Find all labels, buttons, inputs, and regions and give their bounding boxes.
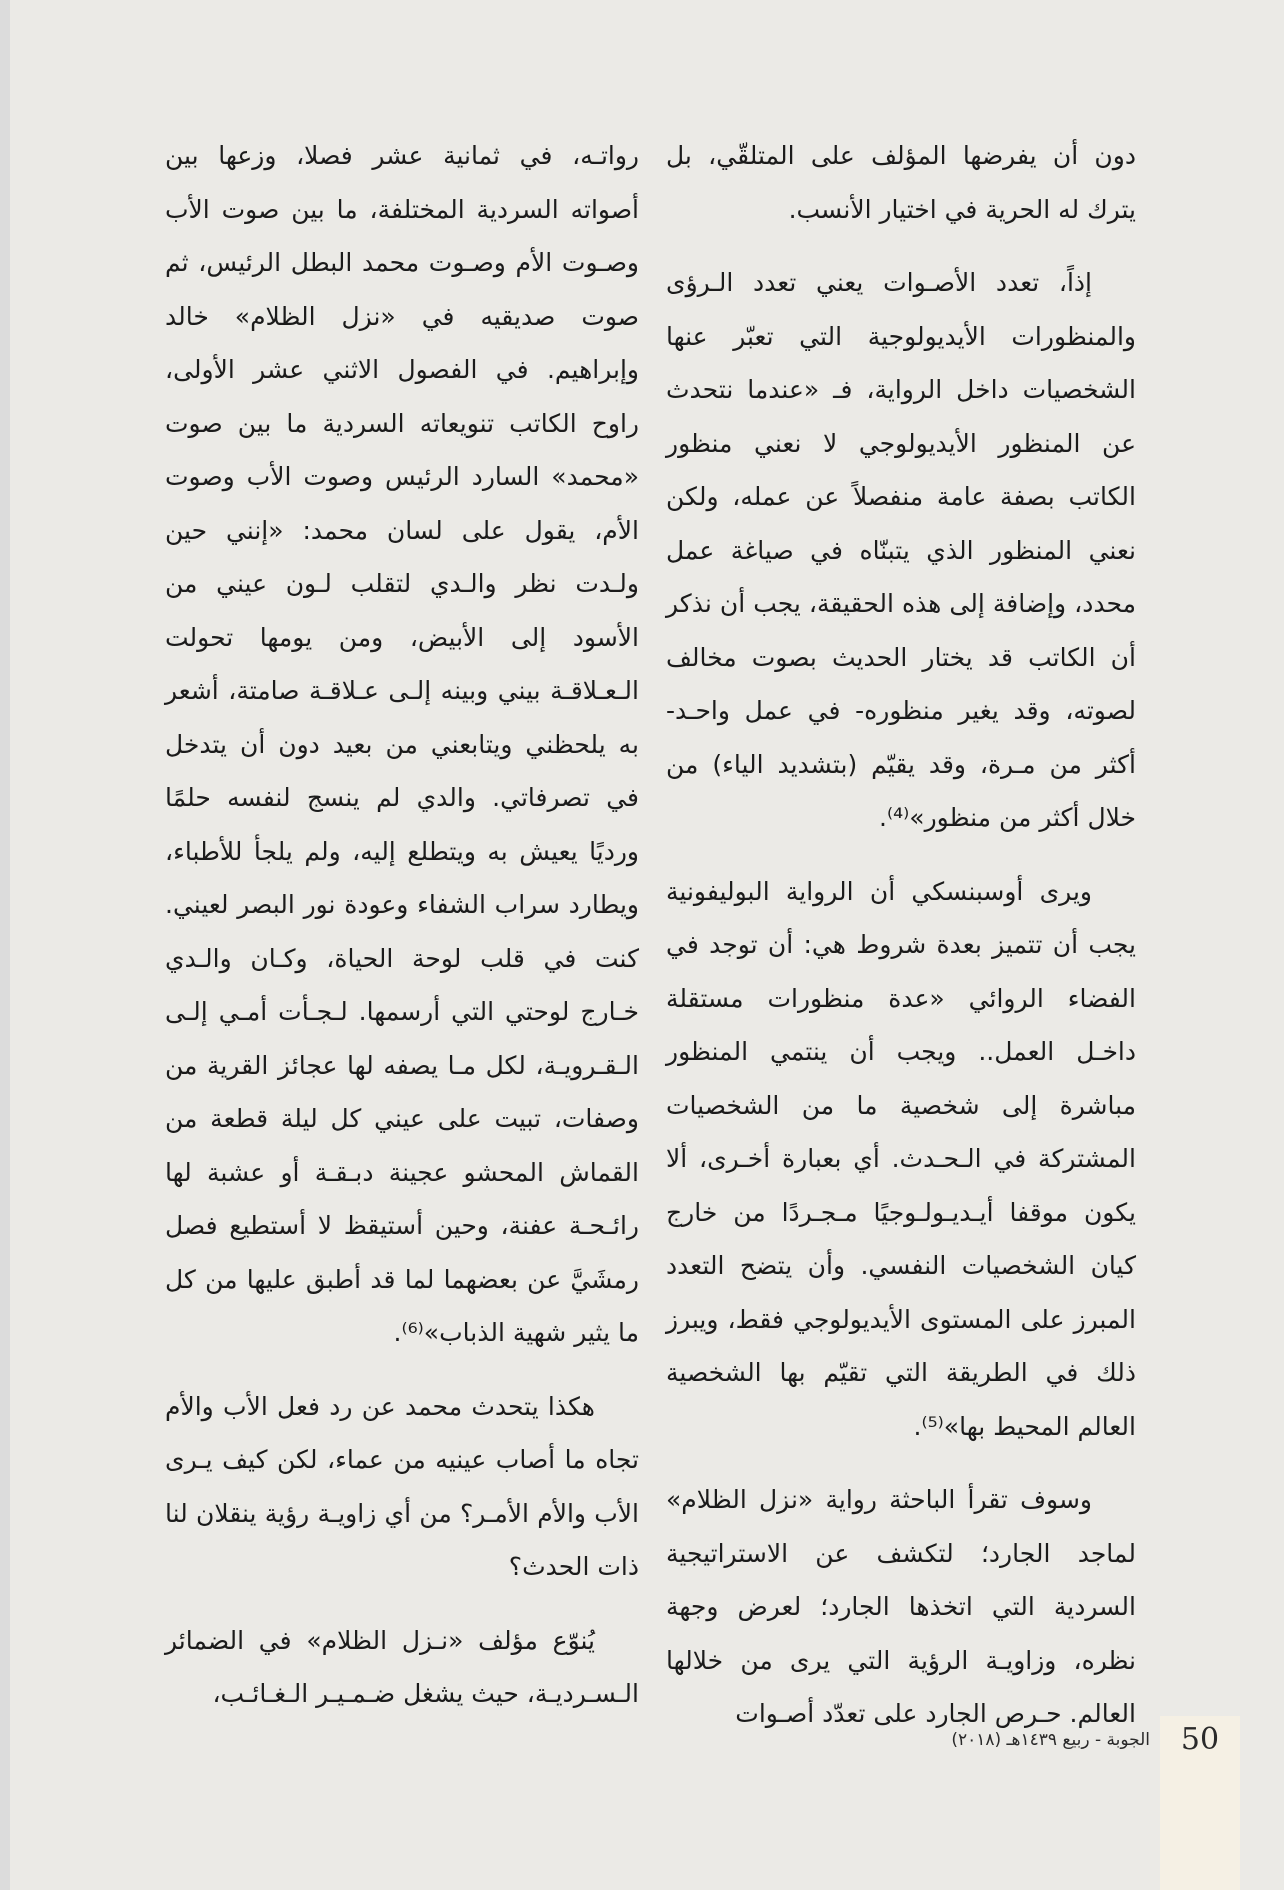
paragraph: وسوف تقرأ الباحثة رواية «نزل الظلام» لماجد الجارد؛ لتكشف عن الاستراتيجية السردية التي اتخذها الجارد؛ لعرض وجهة نظره، وزاويـة الرؤية التي يرى من خلالها العالم. حـرص الجارد على تعدّد أصـوات (666, 1485, 1136, 1728)
paragraph: يُنوّع مؤلف «نـزل الظلام» في الضمائر الـسـرديـة، حيث يشغل ضـمـيـر الـغـائـب، (165, 1625, 639, 1708)
paragraph: هكذا يتحدث محمد عن رد فعل الأب والأم تجاه ما أصاب عينيه من عماء، لكن كيف يـرى الأب والأم الأمـر؟ من أي زاويـة رؤية ينقلان لنا ذات الحدث؟ (165, 1391, 639, 1581)
paragraph: دون أن يفرضها المؤلف على المتلقّي، بل يترك له الحرية في اختيار الأنسب. (666, 141, 1136, 224)
magazine-page (10, 0, 1284, 1890)
page-number: 50 (1180, 1722, 1220, 1757)
right-text-column (666, 129, 1136, 1761)
paragraph: إذاً، تعدد الأصـوات يعني تعدد الـرؤى والمنظورات الأيديولوجية التي تعبّر عنها الشخصيات داخل الرواية، فـ «عندما نتحدث عن المنظور الأيديولوجي لا نعني منظور الكاتب بصفة عامة منفصلاً عن عمله، ولكن نعني المنظور الذي يتبنّاه في صياغة عمل محدد، وإضافة إلى هذه الحقيقة، يجب أن نذكر أن الكاتب قد يختار الحديث بصوت مخالف لصوته، وقد يغير منظوره- في عمل واحـد- أكثر من مـرة، وقد يقيّم (بتشديد الياء) من خلال أكثر من منظور»⁽⁴⁾. (666, 268, 1136, 832)
paragraph: رواتـه، في ثمانية عشر فصلا، وزعها بين أصواته السردية المختلفة، ما بين صوت الأب وصـوت الأم وصـوت محمد البطل الرئيس، ثم صوت صديقيه في «نزل الظلام» خالد وإبراهيم. في الفصول الاثني عشر الأولى، راوح الكاتب تنويعاته السردية ما بين صوت «محمد» السارد الرئيس وصوت الأب وصوت الأم، يقول على لسان محمد: «إنني حين ولـدت نظر والـدي لتقلب لـون عيني من الأسود إلى الأبيض، ومن يومها تحولت الـعـلاقـة بيني وبينه إلـى عـلاقـة صامتة، أشعر به يلحظني ويتابعني من بعيد دون أن يتدخل في تصرفاتي. والدي لم ينسج لنفسه حلمًا ورديًا يعيش به ويتطلع إليه، ولم يلجأ للأطباء، ويطارد سراب الشفاء وعودة نور البصر لعيني. كنت في قلب لوحة الحياة، وكـان والـدي خـارج لوحتي التي أرسمها. لـجـأت أمـي إلـى الـقـرويـة، لكل مـا يصفه لها عجائز القرية من وصفات، تبيت على عيني كل ليلة قطعة من القماش المحشو عجينة دبـقـة أو عشبة لها رائـحـة عفنة، وحين أستيقظ لا أستطيع فصل رمشَيَّ عن بعضهما لما قد أطبق عليها من كل ما يثير شهية الذباب»⁽⁶⁾. (165, 141, 639, 1347)
issue-info: الجوبة - ربيع ١٤٣٩هـ (٢٠١٨) (951, 1730, 1150, 1750)
left-text-column (165, 129, 639, 1741)
paragraph: ويرى أوسبنسكي أن الرواية البوليفونية يجب أن تتميز بعدة شروط هي: أن توجد في الفضاء الروائي «عدة منظورات مستقلة داخـل العمل.. ويجب أن ينتمي المنظور مباشرة إلى شخصية ما من الشخصيات المشتركة في الـحـدث. أي بعبارة أخـرى، ألا يكون موقفا أيـديـولـوجيًا مـجـردًا من خارج كيان الشخصيات النفسي. وأن يتضح التعدد المبرز على المستوى الأيديولوجي فقط، ويبرز ذلك في الطريقة التي تقيّم بها الشخصية العالم المحيط بها»⁽⁵⁾. (666, 876, 1136, 1441)
